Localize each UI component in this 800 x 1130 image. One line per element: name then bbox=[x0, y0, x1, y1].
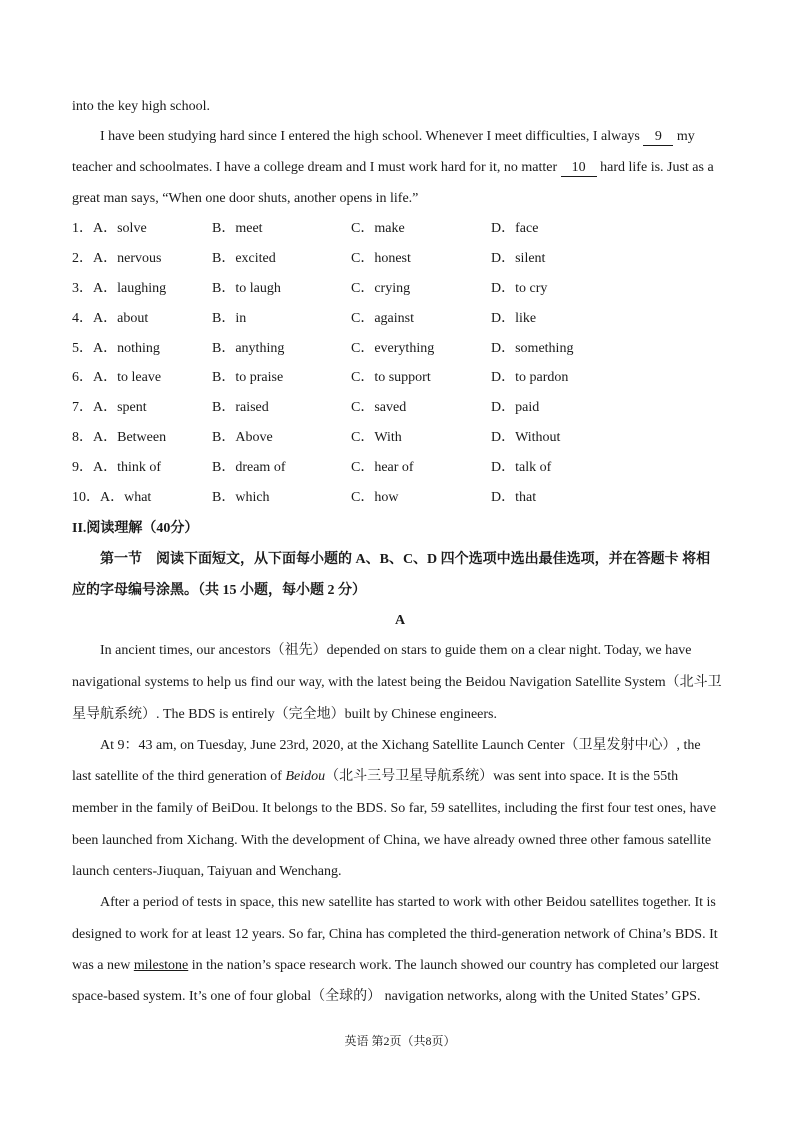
option-a: 4．A．about bbox=[72, 310, 149, 326]
option-c: C．to support bbox=[351, 370, 431, 386]
option-row bbox=[72, 458, 712, 488]
passage-line bbox=[72, 189, 760, 209]
text: in the nation’s space research work. The launch showed our country has completed our largest bbox=[188, 958, 719, 973]
section-instruction: 第一节 阅读下面短文，从下面每小题的 A、B、C、D 四个选项中选出最佳选项，并在答题卡 将相 bbox=[100, 552, 711, 567]
option-d: D．paid bbox=[491, 400, 540, 416]
passage-line bbox=[72, 97, 760, 117]
option-row bbox=[72, 398, 712, 428]
option-b: B．Above bbox=[212, 430, 273, 446]
underlined-word: milestone bbox=[133, 958, 189, 973]
option-c: C．saved bbox=[351, 400, 407, 416]
italic-text: Beidou bbox=[285, 769, 326, 784]
option-c: C．With bbox=[351, 430, 402, 446]
passage-line: designed to work for at least 12 years. So far, China has completed the third-generation network of China’s BDS. It bbox=[72, 927, 718, 942]
option-row bbox=[72, 368, 712, 398]
text: teacher and schoolmates. I have a college dream and I must work hard for it, no matter bbox=[72, 160, 561, 175]
option-b: B．which bbox=[212, 490, 270, 506]
text: last satellite of the third generation of bbox=[72, 769, 286, 784]
option-a: 6．A．to leave bbox=[72, 370, 162, 386]
passage-line: At 9：43 am, on Tuesday, June 23rd, 2020, at the Xichang Satellite Launch Center（卫星发射中心）, the bbox=[100, 738, 701, 753]
blank-9: 9 bbox=[643, 129, 673, 146]
option-d: D．that bbox=[491, 490, 537, 506]
option-c: C．everything bbox=[351, 340, 435, 356]
option-a: 1．A．solve bbox=[72, 221, 147, 236]
options-table bbox=[72, 219, 712, 518]
passage-line: member in the family of BeiDou. It belongs to the BDS. So far, 59 satellites, including the first four test ones, have bbox=[72, 801, 717, 816]
passage-line: launch centers-Jiuquan, Taiyuan and Wenchang. bbox=[72, 864, 342, 879]
passage-line bbox=[72, 158, 760, 178]
option-c: C．against bbox=[351, 310, 414, 326]
text: into the key high school. bbox=[72, 99, 211, 114]
option-a: 2．A．nervous bbox=[72, 250, 162, 266]
option-a: 7．A．spent bbox=[72, 400, 147, 416]
passage-line: been launched from Xichang. With the development of China, we have already owned three other famous satellite bbox=[72, 833, 712, 848]
option-row bbox=[72, 309, 712, 339]
option-a: 9．A．think of bbox=[72, 460, 162, 476]
option-d: D．silent bbox=[491, 250, 546, 266]
text: （北斗三号卫星导航系统）was sent into space. It is the 55th bbox=[325, 769, 679, 784]
option-d: D．like bbox=[491, 310, 537, 326]
option-c: C．crying bbox=[351, 280, 411, 296]
option-row bbox=[72, 339, 712, 369]
passage-line: After a period of tests in space, this new satellite has started to work with other Beidou satellites together. It is bbox=[100, 895, 716, 910]
blank-10: 10 bbox=[561, 160, 597, 177]
passage-line: navigational systems to help us find our way, with the latest being the Beidou Navigation Satellite System（北斗卫 bbox=[72, 675, 722, 690]
option-a: 3．A．laughing bbox=[72, 280, 167, 296]
passage-line: In ancient times, our ancestors（祖先）depended on stars to guide them on a clear night. Today, we have bbox=[100, 643, 692, 658]
option-b: B．in bbox=[212, 310, 247, 326]
option-row bbox=[72, 219, 712, 249]
option-c: C．how bbox=[351, 490, 399, 506]
section-instruction: 应的字母编号涂黑。（共 15 小题，每小题 2 分） bbox=[72, 583, 366, 598]
option-row bbox=[72, 249, 712, 279]
text: was a new bbox=[72, 958, 134, 973]
passage-line bbox=[100, 127, 760, 147]
option-d: D．face bbox=[491, 221, 539, 236]
option-a: 10．A．what bbox=[72, 490, 152, 506]
option-a: 8．A．Between bbox=[72, 430, 167, 446]
option-b: B．raised bbox=[212, 400, 269, 416]
option-c: C．make bbox=[351, 221, 405, 236]
text: I have been studying hard since I entered the high school. Whenever I meet difficulties, I always bbox=[100, 129, 644, 144]
passage-line: 星导航系统）. The BDS is entirely（完全地）built by Chinese engineers. bbox=[72, 707, 498, 722]
option-d: D．to cry bbox=[491, 280, 548, 296]
text: hard life is. Just as a bbox=[596, 160, 714, 175]
option-c: C．hear of bbox=[351, 460, 414, 476]
page-footer: 英语 第2页（共8页） bbox=[344, 1034, 456, 1048]
option-row bbox=[72, 279, 712, 309]
option-b: B．dream of bbox=[212, 460, 286, 476]
option-d: D．talk of bbox=[491, 460, 552, 476]
option-d: D．to pardon bbox=[491, 370, 569, 386]
passage-line: space-based system. It’s one of four global（全球的） navigation networks, along with the United States’ GPS. bbox=[72, 989, 701, 1004]
option-b: B．meet bbox=[212, 221, 263, 236]
option-a: 5．A．nothing bbox=[72, 340, 160, 356]
option-d: D．Without bbox=[491, 430, 561, 446]
passage-label: A bbox=[394, 613, 406, 628]
option-b: B．to laugh bbox=[212, 280, 281, 296]
text: great man says, “When one door shuts, another opens in life.” bbox=[72, 191, 419, 206]
option-b: B．anything bbox=[212, 340, 285, 356]
section-heading: II.阅读理解（40分） bbox=[72, 521, 199, 536]
option-d: D．something bbox=[491, 340, 574, 356]
text: my bbox=[673, 129, 695, 144]
option-b: B．excited bbox=[212, 250, 276, 266]
option-c: C．honest bbox=[351, 250, 411, 266]
passage-line bbox=[72, 956, 760, 976]
option-row bbox=[72, 428, 712, 458]
passage-line bbox=[72, 767, 760, 787]
option-row bbox=[72, 488, 712, 518]
option-b: B．to praise bbox=[212, 370, 284, 386]
